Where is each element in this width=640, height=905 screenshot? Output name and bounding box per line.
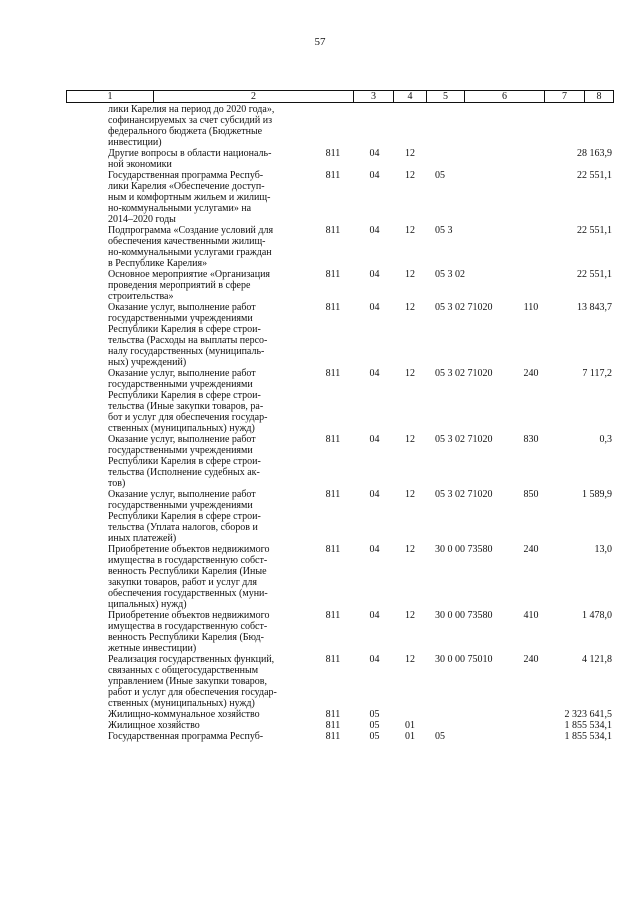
row-subsection: 12 <box>405 225 415 236</box>
row-target-article: 30 0 00 73580 <box>435 544 493 555</box>
table-row <box>66 720 614 731</box>
row-amount: 28 163,9 <box>577 148 612 159</box>
row-expense-type: 410 <box>523 610 539 621</box>
row-subsection: 12 <box>405 170 415 181</box>
row-admin-code: 811 <box>325 489 341 500</box>
row-subsection: 12 <box>405 368 415 379</box>
row-description: Жилищное хозяйство <box>108 720 200 731</box>
row-section: 04 <box>369 225 380 236</box>
row-section: 05 <box>369 720 380 731</box>
row-expense-type <box>511 269 551 302</box>
row-subsection: 12 <box>405 544 415 555</box>
budget-table <box>66 90 614 742</box>
row-description: Приобретение объектов недвижимого имущества в государственную собст- венность Республики Карелия (Бюд- жетные инвестиции) <box>108 610 270 654</box>
row-amount: 22 551,1 <box>577 225 612 236</box>
row-description: Государственная программа Респуб- <box>108 731 264 742</box>
row-admin-code: 811 <box>325 731 341 742</box>
page-number: 57 <box>314 36 326 48</box>
row-section: 04 <box>369 489 380 500</box>
row-section: 04 <box>369 434 380 445</box>
row-target-article: 05 <box>435 170 445 181</box>
header-col-3: 3 <box>354 91 394 102</box>
row-section: 04 <box>369 269 380 280</box>
row-expense-type <box>511 148 551 170</box>
row-amount: 2 323 641,5 <box>564 709 612 720</box>
row-description: Оказание услуг, выполнение работ государственными учреждениями Республики Карелия в сфере строи- тельства (Уплата налогов, сборов и иных платежей) <box>108 489 261 544</box>
row-target-article <box>431 720 511 731</box>
row-section: 04 <box>369 148 380 159</box>
row-subsection: 12 <box>405 654 415 665</box>
row-target-article <box>431 709 511 720</box>
row-target-article: 05 3 <box>435 225 453 236</box>
header-col-1: 1 <box>66 91 154 102</box>
row-section: 05 <box>369 731 380 742</box>
table-row <box>66 104 614 148</box>
table-row <box>66 148 614 170</box>
table-row <box>66 269 614 302</box>
row-description: Другие вопросы в области националь- ной экономики <box>108 148 272 170</box>
table-row <box>66 368 614 434</box>
row-admin-code: 811 <box>325 654 341 665</box>
table-row <box>66 610 614 654</box>
row-expense-type: 830 <box>523 434 539 445</box>
row-amount: 7 117,2 <box>582 368 612 379</box>
row-subsection <box>391 104 431 148</box>
row-expense-type <box>511 104 551 148</box>
row-expense-type <box>511 170 551 225</box>
row-section: 05 <box>369 709 380 720</box>
row-subsection: 01 <box>405 731 415 742</box>
row-expense-type: 110 <box>523 302 539 313</box>
row-amount: 22 551,1 <box>577 269 612 280</box>
row-expense-type <box>511 709 551 720</box>
row-section <box>358 104 391 148</box>
row-description: Реализация государственных функций, связанных с общегосударственным управлением (Иные закупки товаров, работ и услуг для обеспечения государ- ственных (муниципальных) нужд) <box>108 654 277 709</box>
row-subsection: 12 <box>405 269 415 280</box>
row-subsection: 12 <box>405 302 415 313</box>
row-amount: 1 478,0 <box>582 610 612 621</box>
header-col-4: 4 <box>394 91 427 102</box>
row-description: лики Карелия на период до 2020 года», софинансируемых за счет субсидий из федерального бюджета (Бюджетные инвестиции) <box>108 104 275 148</box>
table-header <box>66 90 614 103</box>
row-expense-type: 240 <box>523 654 539 665</box>
row-section: 04 <box>369 654 380 665</box>
row-section: 04 <box>369 170 380 181</box>
row-expense-type <box>511 225 551 269</box>
row-description: Оказание услуг, выполнение работ государственными учреждениями Республики Карелия в сфере строи- тельства (Иные закупки товаров, ра- бот и услуг для обеспечения государ- ственных (муниципальных) нужд) <box>108 368 268 434</box>
row-amount: 1 589,9 <box>582 489 612 500</box>
row-subsection: 12 <box>405 434 415 445</box>
row-admin-code: 811 <box>325 368 341 379</box>
header-col-5: 5 <box>427 91 465 102</box>
row-subsection <box>391 709 431 720</box>
row-amount <box>551 104 614 148</box>
row-admin-code: 811 <box>325 709 341 720</box>
table-row <box>66 302 614 368</box>
row-target-article: 05 3 02 71020 <box>435 434 493 445</box>
row-subsection: 12 <box>405 610 415 621</box>
row-description: Подпрограмма «Создание условий для обеспечения качественными жилищ- но-коммунальными услугами граждан в Республике Карелия» <box>108 225 274 269</box>
row-amount: 13,0 <box>594 544 612 555</box>
row-subsection: 12 <box>405 148 415 159</box>
row-description: Жилищно-коммунальное хозяйство <box>108 709 260 720</box>
row-amount: 13 843,7 <box>577 302 612 313</box>
row-expense-type: 240 <box>523 368 539 379</box>
table-row <box>66 489 614 544</box>
row-section: 04 <box>369 368 380 379</box>
row-expense-type: 240 <box>523 544 539 555</box>
row-description: Оказание услуг, выполнение работ государственными учреждениями Республики Карелия в сфере строи- тельства (Расходы на выплаты персо- налу государственных (муниципаль- ных) учреждений) <box>108 302 268 368</box>
row-admin-code: 811 <box>325 302 341 313</box>
row-expense-type <box>511 731 551 742</box>
table-row <box>66 654 614 709</box>
row-amount: 1 855 534,1 <box>564 720 612 731</box>
table-body <box>66 104 614 742</box>
row-admin-code: 811 <box>325 544 341 555</box>
row-target-article: 30 0 00 75010 <box>435 654 493 665</box>
header-col-6: 6 <box>465 91 545 102</box>
row-target-article: 05 3 02 <box>435 269 465 280</box>
table-row <box>66 225 614 269</box>
table-row <box>66 731 614 742</box>
row-target-article: 05 3 02 71020 <box>435 368 493 379</box>
row-description: Основное мероприятие «Организация проведения мероприятий в сфере строительства» <box>108 269 271 302</box>
row-admin-code: 811 <box>325 610 341 621</box>
row-target-article: 05 <box>435 731 445 742</box>
table-row <box>66 434 614 489</box>
row-admin-code: 811 <box>325 148 341 159</box>
row-description: Государственная программа Респуб- лики Карелия «Обеспечение доступ- ным и комфортным жильем и жилищ- но-коммунальными услугами» на 2014–2020 годы <box>108 170 271 225</box>
table-row <box>66 709 614 720</box>
row-expense-type <box>511 720 551 731</box>
row-section: 04 <box>369 544 380 555</box>
row-description: Приобретение объектов недвижимого имущества в государственную собст- венность Республики Карелия (Иные закупки товаров, работ и услуг для обеспечения государственных (муни- ципальных) нужд) <box>108 544 270 610</box>
row-admin-code: 811 <box>325 225 341 236</box>
row-subsection: 12 <box>405 489 415 500</box>
header-col-2: 2 <box>154 91 354 102</box>
row-target-article: 05 3 02 71020 <box>435 489 493 500</box>
row-target-article <box>431 104 511 148</box>
row-amount: 1 855 534,1 <box>564 731 612 742</box>
row-section: 04 <box>369 610 380 621</box>
row-section: 04 <box>369 302 380 313</box>
table-row <box>66 544 614 610</box>
row-amount: 0,3 <box>599 434 612 445</box>
row-admin-code: 811 <box>325 269 341 280</box>
row-expense-type: 850 <box>523 489 539 500</box>
header-col-8: 8 <box>585 91 614 102</box>
row-admin-code: 811 <box>325 720 341 731</box>
row-subsection: 01 <box>405 720 415 731</box>
table-row <box>66 170 614 225</box>
row-admin-code <box>308 104 358 148</box>
header-col-7: 7 <box>545 91 585 102</box>
row-admin-code: 811 <box>325 170 341 181</box>
row-amount: 22 551,1 <box>577 170 612 181</box>
row-target-article: 30 0 00 73580 <box>435 610 493 621</box>
row-amount: 4 121,8 <box>582 654 612 665</box>
row-target-article <box>431 148 511 170</box>
row-description: Оказание услуг, выполнение работ государственными учреждениями Республики Карелия в сфере строи- тельства (Исполнение судебных ак- тов) <box>108 434 261 489</box>
row-target-article: 05 3 02 71020 <box>435 302 493 313</box>
row-admin-code: 811 <box>325 434 341 445</box>
